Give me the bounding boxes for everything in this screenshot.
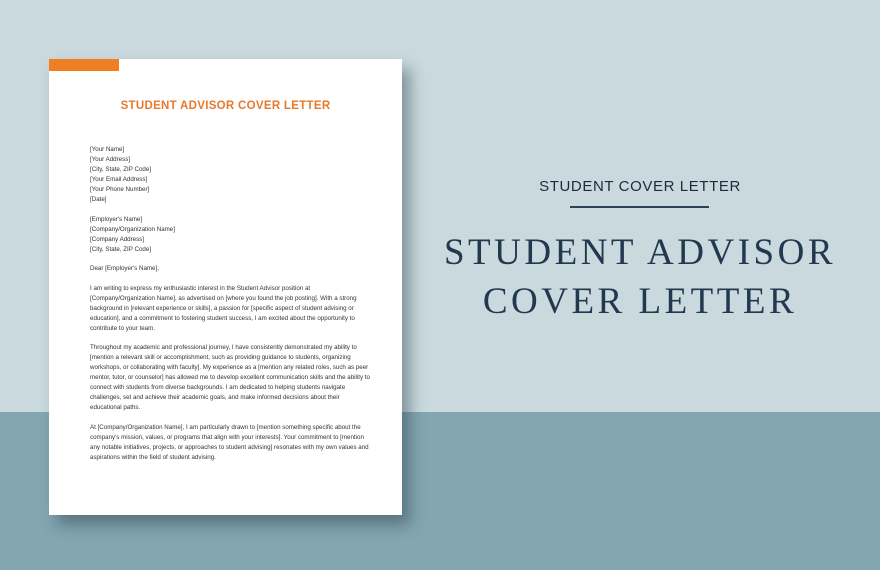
sender-line: [Your Phone Number] [90, 186, 150, 193]
salutation: Dear [Employer's Name], [90, 265, 159, 272]
hero-title [440, 228, 840, 326]
recipient-line: [Employer's Name] [90, 215, 143, 223]
recipient-line: [Company Address] [90, 235, 144, 243]
body-paragraph: I am writing to express my enthusiastic interest in the Student Advisor position at [Company/Organization Name], as advertised on [where you found the job posting]. With a strong background in [relevant experience or skills], a passion for [specific aspect of student advising or education], and a commitment to fostering student success, I am excited about the opportunity to contribute to your team. [90, 284, 357, 332]
category-underline [570, 206, 709, 208]
body-paragraph: Throughout my academic and professional journey, I have consistently demonstrated my ability to [mention a relevant skill or accomplishment, such as providing guidance to students, organizing workshops, or collaborating with faculty]. My experience as a [mention any related roles, such as peer mentor, tutor, or counselor] has allowed me to develop excellent communication skills and the ability to connect with students from diverse backgrounds. I am dedicated to helping students navigate challenges, set and achieve their academic goals, and make informed decisions about their educational paths. [90, 344, 370, 411]
category-label: STUDENT COVER LETTER [539, 178, 741, 195]
accent-bar [49, 59, 119, 71]
letter-body [90, 145, 372, 472]
recipient-line: [City, State, ZIP Code] [90, 245, 151, 253]
sender-line: [Your Name] [90, 146, 125, 153]
hero-title-line: COVER LETTER [482, 281, 798, 322]
recipient-line: [Company/Organization Name] [90, 225, 175, 233]
accent-divider [49, 71, 119, 72]
sender-line: [City, State, ZIP Code] [90, 166, 151, 173]
letter-title: STUDENT ADVISOR COVER LETTER [120, 100, 331, 112]
body-paragraph: At [Company/Organization Name], I am particularly drawn to [mention something specific about the company's mission, values, or programs that align with your interests]. Your commitment to [mention any notable initiatives, projects, or approaches to student advising] resonates with my own values and aspirations within the field of student advising. [90, 423, 369, 461]
sender-line: [Your Email Address] [90, 176, 148, 183]
hero-title-line: STUDENT ADVISOR [443, 232, 837, 273]
sender-line: [Date] [90, 196, 107, 203]
letter-page [49, 59, 402, 515]
sender-line: [Your Address] [90, 156, 131, 163]
